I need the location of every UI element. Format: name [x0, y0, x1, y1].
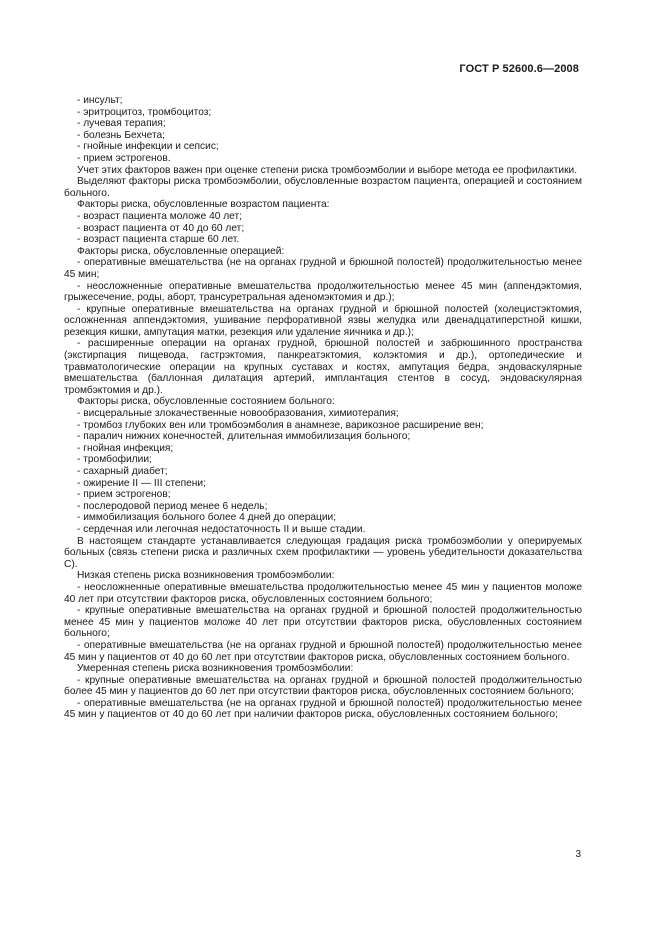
list-item: - гнойные инфекции и сепсис;	[77, 141, 219, 153]
section-heading: Факторы риска, обусловленные возрастом пациента:	[77, 199, 330, 211]
list-item: - оперативные вмешательства (не на органах грудной и брюшной полостей) продолжительностью менее 45 мин у пациентов от 40 до 60 лет при наличии факторов риска, обусловленных состоянием больного;	[64, 697, 582, 721]
paragraph: Учет этих факторов важен при оценке степени риска тромбоэмболии и выборе метода ее профилактики.	[77, 164, 578, 176]
list-item: - паралич нижних конечностей, длительная иммобилизация больного;	[77, 431, 411, 443]
paragraph: Выделяют факторы риска тромбоэмболии, обусловленные возрастом пациента, операцией и состоянием больного.	[64, 176, 582, 199]
list-item: - сердечная или легочная недостаточность II и выше стадии.	[77, 523, 366, 535]
list-item: - инсульт;	[77, 95, 123, 106]
list-item: - неосложненные оперативные вмешательства продолжительностью менее 45 мин (аппендэктомия, грыжесечение, роды, аборт, трансуретральная аденомэктомия и др.);	[64, 280, 582, 304]
list-item: - сахарный диабет;	[77, 466, 168, 477]
list-item: - гнойная инфекция;	[77, 442, 174, 454]
paragraph: В настоящем стандарте устанавливается следующая градация риска тромбоэмболии у оперируемых больных (связь степени риска и различных схем профилактики — уровень убедительности доказательства С).	[64, 535, 582, 570]
list-item: - крупные оперативные вмешательства на органах грудной и брюшной полостей продолжительностью более 45 мин у пациентов до 60 лет при отсутствии факторов риска, обусловленных состоянием больного;	[64, 674, 582, 698]
section-heading: Факторы риска, обусловленные состоянием больного:	[77, 396, 335, 408]
list-item: - лучевая терапия;	[77, 118, 166, 130]
list-item: - тромбофилии;	[77, 454, 152, 466]
section-heading: Факторы риска, обусловленные операцией:	[77, 245, 285, 257]
list-item: - возраст пациента старше 60 лет.	[77, 234, 240, 246]
list-item: - возраст пациента моложе 40 лет;	[77, 210, 243, 222]
list-item: - прием эстрогенов.	[77, 152, 171, 164]
list-item: - расширенные операции на органах грудной, брюшной полостей и забрюшинного пространства (экстирпация пищевода, гастрэктомия, панкреатэктомия, колэктомия и др.), ортопедические и травматологические операции на крупных суставах и костях, ампутация бедра, эндоваскулярные вмешательства (баллонная дилатация артерий, имплантация стентов в сосуд, эндоваскулярная тромбэктомия и др.).	[64, 338, 582, 396]
list-item: - оперативные вмешательства (не на органах грудной и брюшной полостей) продолжительностью менее 45 мин;	[64, 257, 582, 280]
document-standard-id: ГОСТ Р 52600.6—2008	[459, 63, 579, 75]
list-item: - неосложненные оперативные вмешательства продолжительностью менее 45 мин у пациентов моложе 40 лет при отсутствии факторов риска, обусловленных состоянием больного;	[64, 581, 582, 605]
list-item: - крупные оперативные вмешательства на органах грудной и брюшной полостей (холецистэктомия, осложненная аппендэктомия, ушивание перфоративной язвы желудка или двенадцатиперстной кишки, резекция кишки, ампутация матки, резекция или удаление яичника и др.);	[64, 303, 582, 338]
list-item: - послеродовой период менее 6 недель;	[77, 500, 268, 512]
list-item: - возраст пациента от 40 до 60 лет;	[77, 222, 245, 234]
list-item: - болезнь Бехчета;	[77, 129, 165, 141]
list-item: - оперативные вмешательства (не на органах грудной и брюшной полостей) продолжительностью менее 45 мин у пациентов от 40 до 60 лет при отсутствии факторов риска, обусловленных состоянием больного.	[64, 639, 582, 663]
list-item: - тромбоз глубоких вен или тромбоэмболия в анамнезе, варикозное расширение вен;	[77, 419, 484, 431]
list-item: - прием эстрогенов;	[77, 489, 171, 501]
list-item: - иммобилизация больного более 4 дней до операции;	[77, 512, 337, 524]
section-heading: Низкая степень риска возникновения тромбоэмболии:	[77, 570, 335, 582]
page-number: 3	[575, 849, 581, 860]
section-heading: Умеренная степень риска возникновения тромбоэмболии:	[77, 663, 354, 675]
list-item: - крупные оперативные вмешательства на органах грудной и брюшной полостей продолжительностью менее 45 мин у пациентов моложе 40 лет при отсутствии факторов риска, обусловленных состоянием больного;	[64, 605, 582, 640]
document-body	[64, 95, 582, 721]
list-item: - висцеральные злокачественные новообразования, химиотерапия;	[77, 408, 399, 420]
list-item: - эритроцитоз, тромбоцитоз;	[77, 106, 212, 118]
list-item: - ожирение II — III степени;	[77, 477, 206, 489]
